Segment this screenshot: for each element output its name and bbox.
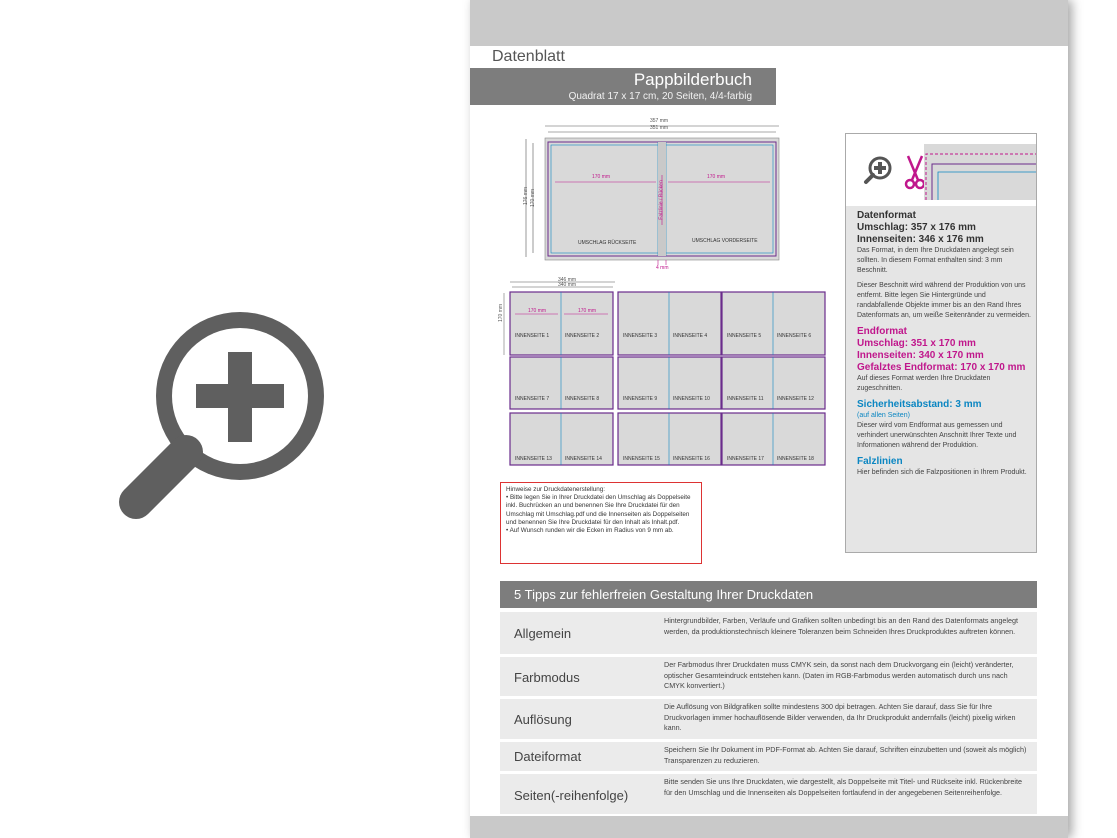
small-dim-inner: 340 mm <box>558 282 577 288</box>
spread-label: INNENSEITE 16 <box>673 456 710 462</box>
spread-label: INNENSEITE 14 <box>565 456 602 462</box>
tip-row <box>500 699 1037 739</box>
spread-label: INNENSEITE 3 <box>623 333 658 339</box>
endformat-title: Endformat <box>857 326 907 337</box>
spread-label: INNENSEITE 6 <box>777 333 812 339</box>
info-text <box>857 210 1033 483</box>
endformat-text: Auf dieses Format werden Ihre Druckdaten zugeschnitten. <box>857 375 991 392</box>
dim-left-page: 170 mm <box>592 174 611 180</box>
fold-label: Falzlinie / Rücken <box>658 180 665 220</box>
product-subtitle: Quadrat 17 x 17 cm, 20 Seiten, 4/4-farbig <box>568 91 752 102</box>
spread-label: INNENSEITE 13 <box>515 456 552 462</box>
product-title: Pappbilderbuch <box>633 70 752 89</box>
spread-label: INNENSEITE 4 <box>673 333 708 339</box>
datenformat-innen: Innenseiten: 346 x 176 mm <box>857 234 984 245</box>
tip-row <box>500 657 1037 696</box>
sicherheit-sub: (auf allen Seiten) <box>857 412 910 419</box>
tip-text: Hintergrundbilder, Farben, Verläufe und Grafiken sollten unbedingt bis an den Rand des Datenformats angelegt werden, da produktionstechnisch kleinere Toleranzen beim Schneiden Ihres Druckproduktes auftreten können. <box>664 616 1019 636</box>
spread-label: INNENSEITE 2 <box>565 333 600 339</box>
spread-label: INNENSEITE 9 <box>623 396 658 402</box>
tip-label: Allgemein <box>514 626 572 641</box>
dim-right-page: 170 mm <box>707 174 726 180</box>
tip-label: Dateiformat <box>514 749 582 764</box>
info-box <box>845 133 1037 553</box>
dim-inner-height: 170 mm <box>530 188 537 208</box>
zoom-in-icon[interactable] <box>866 158 890 182</box>
spread-label: INNENSEITE 11 <box>727 396 764 402</box>
zoom-in-icon[interactable] <box>118 300 358 530</box>
small-dim-right: 170 mm <box>578 308 597 314</box>
hints-title: Hinweise zur Druckdatenerstellung: <box>506 486 606 493</box>
small-dim-left: 170 mm <box>528 308 547 314</box>
tip-text: Speichern Sie Ihr Dokument im PDF-Format ab. Achten Sie darauf, Schriften einzubetten und (soweit als möglich) Transparenzen zu reduzieren. <box>664 745 1027 765</box>
format-diagram <box>500 115 840 485</box>
small-dim-height: 170 mm <box>498 303 505 323</box>
spread-label: INNENSEITE 10 <box>673 396 710 402</box>
sicherheit-text: Dieser wird vom Endformat aus gemessen und verhindert unerwünschten Anschnitt Ihrer Texte und Informationen während der Produktion. <box>857 422 1017 449</box>
datasheet-tab: Datenblatt <box>470 46 590 68</box>
spread-label: INNENSEITE 5 <box>727 333 762 339</box>
datenformat-title: Datenformat <box>857 210 916 221</box>
info-head <box>846 134 1036 206</box>
beschnitt-text: Dieser Beschnitt wird während der Produktion von uns entfernt. Bitte legen Sie Hintergründe und randabfallende Objekte immer bis an den Rand Ihres Datenformats an, um weiße Seitenränder zu vermeiden. <box>857 282 1031 319</box>
fold-bottom-label: 4 mm <box>656 265 669 271</box>
spread-label: INNENSEITE 12 <box>777 396 814 402</box>
hints-box <box>500 482 702 564</box>
dim-inner-width: 351 mm <box>650 125 669 131</box>
bottom-band <box>470 816 1068 838</box>
spread-label: INNENSEITE 8 <box>565 396 600 402</box>
falz-title: Falzlinien <box>857 456 903 467</box>
tip-text: Der Farbmodus Ihrer Druckdaten muss CMYK sein, da sonst nach dem Druckvorgang ein (leicht) veränderter, optischer Gesamteindruck entstehen kann. (Daten im RGB-Farbmodus werden automatisch durch uns nach CMYK konvertiert.) <box>664 660 1014 690</box>
datenformat-umschlag: Umschlag: 357 x 176 mm <box>857 222 976 233</box>
tip-text: Die Auflösung von Bildgrafiken sollte mindestens 300 dpi betragen. Achten Sie darauf, dass Sie für Ihre Druckvorlagen immer hochauflösende Bilder verwenden, da Ihr Druckprodukt andernfalls (leicht) pixelig wirken kann. <box>664 702 1016 732</box>
falz-text: Hier befinden sich die Falzpositionen in Ihrem Produkt. <box>857 469 1027 476</box>
spread-label: INNENSEITE 1 <box>515 333 550 339</box>
tips-header: 5 Tipps zur fehlerfreien Gestaltung Ihrer Druckdaten <box>500 581 1037 608</box>
zoom-panel <box>0 0 470 838</box>
endformat-innen: Innenseiten: 340 x 170 mm <box>857 350 984 361</box>
dim-outer-height: 176 mm <box>523 186 530 206</box>
cover-back-label: UMSCHLAG RÜCKSEITE <box>578 240 637 246</box>
title-bar <box>470 68 776 105</box>
hints-bullet-1: • Bitte legen Sie in Ihrer Druckdatei den Umschlag als Doppelseite inkl. Buchrücken an und benennen Sie Ihre Druckdatei für den Umschlag mit Umschlag.pdf und die Innenseiten als Doppelseiten und benennen Sie Ihre Druckdatei für den Inhalt als Inhalt.pdf. <box>506 494 691 526</box>
spread-label: INNENSEITE 17 <box>727 456 764 462</box>
spread-label: INNENSEITE 18 <box>777 456 814 462</box>
sicherheit-title: Sicherheitsabstand: 3 mm <box>857 399 982 410</box>
tip-row <box>500 612 1037 654</box>
endformat-umschlag: Umschlag: 351 x 170 mm <box>857 338 976 349</box>
cover-front-label: UMSCHLAG VORDERSEITE <box>692 238 758 244</box>
tip-row <box>500 774 1037 814</box>
spread-label: INNENSEITE 7 <box>515 396 550 402</box>
scissors-icon <box>906 156 924 188</box>
tip-text: Bitte senden Sie uns Ihre Druckdaten, wie dargestellt, als Doppelseite mit Titel- und Rückseite inkl. Rückenbreite für den Umschlag und die Innenseiten als Doppelseiten fortlaufend in der angegebenen Seitenreihenfolge. <box>664 777 1022 797</box>
datenformat-text: Das Format, in dem Ihre Druckdaten angelegt sein sollten. In diesem Format enthalten sind: 3 mm Beschnitt. <box>857 247 1014 274</box>
dim-outer-width: 357 mm <box>650 118 669 124</box>
spread-label: INNENSEITE 15 <box>623 456 660 462</box>
endformat-gefalzt: Gefalztes Endformat: 170 x 170 mm <box>857 362 1026 373</box>
tip-row <box>500 742 1037 771</box>
datasheet-page <box>470 0 1068 838</box>
hints-bullet-2: • Auf Wunsch runden wir die Ecken im Radius von 9 mm ab. <box>506 527 674 535</box>
small-dim-outer: 346 mm <box>558 277 577 283</box>
top-band <box>470 0 1068 46</box>
spreads-svg <box>500 275 840 515</box>
tip-label: Auflösung <box>514 712 572 727</box>
tip-label: Seiten(-reihenfolge) <box>514 788 629 803</box>
tip-label: Farbmodus <box>514 670 580 685</box>
